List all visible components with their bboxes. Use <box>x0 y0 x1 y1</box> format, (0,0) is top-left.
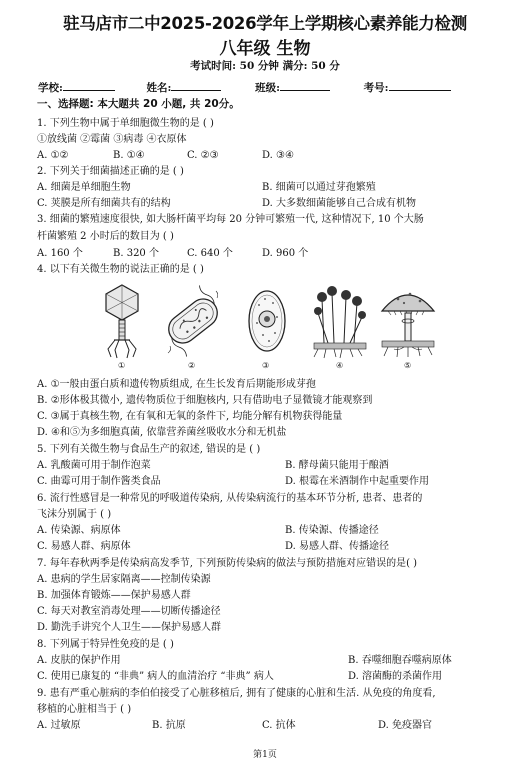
q8-option-c[interactable]: C. 使用已康复的 “非典” 病人的血清治疗 “非典” 病人 <box>37 671 274 682</box>
class-label: 班级: <box>255 82 280 94</box>
q2-stem: 2. 下列关于细菌描述正确的是 ( ) <box>37 166 184 177</box>
q1-stem: 1. 下列生物中属于单细胞微生物的是 ( ) <box>37 118 214 129</box>
q4-option-a[interactable]: A. ①一般由蛋白质和遗传物质组成, 在生长发育后期能形成芽孢 <box>37 379 316 390</box>
q6-option-c[interactable]: C. 易感人群、病原体 <box>37 541 131 552</box>
q7-option-a[interactable]: A. 患病的学生居家隔离——控制传染源 <box>37 574 211 585</box>
q7-stem: 7. 每年春秋两季是传染病高发季节, 下列预防传染病的做法与预防措施对应错误的是( ) <box>37 558 418 569</box>
exam-info: 考试时间: 50 分钟 满分: 50 分 <box>190 60 340 72</box>
q5-option-a[interactable]: A. 乳酸菌可用于制作泡菜 <box>37 460 151 471</box>
q8-option-a[interactable]: A. 皮肤的保护作用 <box>37 655 121 666</box>
q8-option-d[interactable]: D. 溶菌酶的杀菌作用 <box>348 671 443 682</box>
name-label: 姓名: <box>146 82 172 94</box>
figure-label-4: ④ <box>336 361 344 370</box>
q1-items: ①放线菌 ②霉菌 ③病毒 ④衣原体 <box>37 134 187 145</box>
exam-subtitle: 八年级 生物 <box>219 39 311 59</box>
q7-option-c[interactable]: C. 每天对教室消毒处理——切断传播途径 <box>37 606 221 617</box>
section-heading: 一、选择题: 本大题共 20 小题, 共 20分。 <box>37 98 240 110</box>
q9-option-d[interactable]: D. 免疫器官 <box>378 720 433 731</box>
q2-option-d[interactable]: D. 大多数细菌能够自己合成有机物 <box>262 198 417 209</box>
q8-stem: 8. 下列属于特异性免疫的是 ( ) <box>37 639 174 650</box>
figure-label-3: ③ <box>262 361 270 370</box>
q1-option-c[interactable]: C. ②③ <box>187 150 219 161</box>
q7-option-b[interactable]: B. 加强体育锻炼——保护易感人群 <box>37 590 191 601</box>
q6-option-a[interactable]: A. 传染源、病原体 <box>37 525 121 536</box>
q1-option-d[interactable]: D. ③④ <box>262 150 294 161</box>
class-field[interactable] <box>280 79 330 91</box>
q6-option-b[interactable]: B. 传染源、传播途径 <box>285 525 379 536</box>
q7-option-d[interactable]: D. 勤洗手讲究个人卫生——保护易感人群 <box>37 622 222 633</box>
mushroom-illustration <box>378 283 438 359</box>
exam-title: 驻马店市二中2025-2026学年上学期核心素养能力检测 <box>63 14 467 33</box>
q3-option-d[interactable]: D. 960 个 <box>262 248 309 259</box>
q5-stem: 5. 下列有关微生物与食品生产的叙述, 错误的是 ( ) <box>37 444 261 455</box>
figure-label-2: ② <box>188 361 196 370</box>
figure-label-5: ⑤ <box>404 361 412 370</box>
school-field[interactable] <box>63 79 115 91</box>
figure-label-1: ① <box>118 361 126 370</box>
q2-option-b[interactable]: B. 细菌可以通过芽孢繁殖 <box>262 182 376 193</box>
q3-option-b[interactable]: B. 320 个 <box>113 248 159 259</box>
exam-no-label: 考号: <box>363 82 389 94</box>
q5-option-b[interactable]: B. 酵母菌只能用于酿酒 <box>285 460 389 471</box>
q4-option-c[interactable]: C. ③属于真核生物, 在有氧和无氧的条件下, 均能分解有机物获得能量 <box>37 411 343 422</box>
q9-option-b[interactable]: B. 抗原 <box>152 720 186 731</box>
q5-option-c[interactable]: C. 曲霉可用于制作酱类食品 <box>37 476 161 487</box>
q3-option-c[interactable]: C. 640 个 <box>187 248 233 259</box>
bacterium-illustration <box>160 283 226 359</box>
name-field[interactable] <box>171 79 221 91</box>
q3-stem-line1: 3. 细菌的繁殖速度很快, 如大肠杆菌平均每 20 分钟可繁殖一代, 这种情况下, 10 个大肠 <box>37 214 424 225</box>
q1-option-b[interactable]: B. ①④ <box>113 150 145 161</box>
q3-option-a[interactable]: A. 160 个 <box>37 248 83 259</box>
q2-option-c[interactable]: C. 荚膜是所有细菌共有的结构 <box>37 198 171 209</box>
school-label: 学校: <box>38 82 63 94</box>
page-number: 第1页 <box>253 750 277 760</box>
q9-stem-line1: 9. 患有严重心脏病的李伯伯接受了心脏移植后, 拥有了健康的心脏和生活. 从免疫的角度看, <box>37 688 436 699</box>
q2-option-a[interactable]: A. 细菌是单细胞生物 <box>37 182 131 193</box>
mold-illustration <box>312 283 368 359</box>
q1-option-a[interactable]: A. ①② <box>37 150 69 161</box>
q6-stem-line1: 6. 流行性感冒是一种常见的呼吸道传染病, 从传染病流行的基本环节分析, 患者、患者的 <box>37 493 423 504</box>
q8-option-b[interactable]: B. 吞噬细胞吞噬病原体 <box>348 655 452 666</box>
exam-no-field[interactable] <box>389 79 451 91</box>
q4-option-d[interactable]: D. ④和⑤为多细胞真菌, 依靠营养菌丝吸收水分和无机盐 <box>37 427 287 438</box>
q9-option-a[interactable]: A. 过敏原 <box>37 720 81 731</box>
q3-stem-line2: 杆菌繁殖 2 小时后的数目为 ( ) <box>37 231 174 242</box>
student-info-fields <box>38 79 508 95</box>
q6-option-d[interactable]: D. 易感人群、传播途径 <box>285 541 390 552</box>
q6-stem-line2: 飞沫分别属于 ( ) <box>37 509 112 520</box>
q4-option-b[interactable]: B. ②形体极其微小, 遗传物质位于细胞核内, 只有借助电子显微镜才能观察到 <box>37 395 373 406</box>
q9-option-c[interactable]: C. 抗体 <box>262 720 296 731</box>
q9-stem-line2: 移植的心脏相当于 ( ) <box>37 704 132 715</box>
virus-illustration <box>100 283 144 359</box>
yeast-cell-illustration <box>245 283 289 359</box>
q4-stem: 4. 以下有关微生物的说法正确的是 ( ) <box>37 264 204 275</box>
q5-option-d[interactable]: D. 根霉在米酒制作中起重要作用 <box>285 476 430 487</box>
